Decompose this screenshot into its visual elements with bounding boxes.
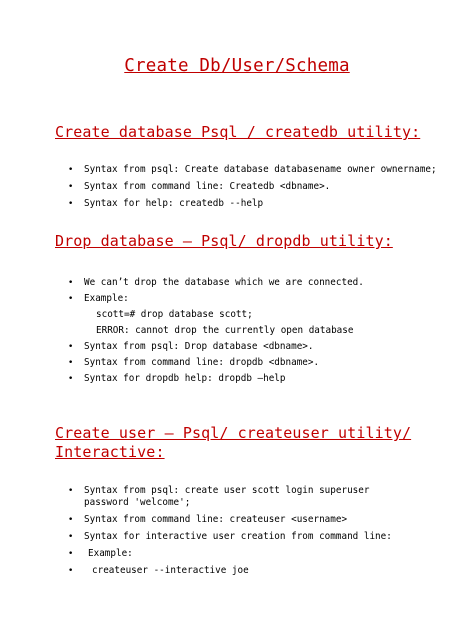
section-heading-create-user xyxy=(55,424,411,462)
list-item: • Syntax from psql: Create database databasename owner ownername; xyxy=(68,164,437,175)
list-item: • Syntax from command line: dropdb <dbname>. xyxy=(68,357,320,368)
bullet-icon: • xyxy=(68,165,74,175)
list-item: • We can’t drop the database which we are connected. xyxy=(68,277,364,288)
list-item: • Example: xyxy=(68,548,133,559)
list-item: • Syntax from command line: createuser <username> xyxy=(68,514,348,525)
list-item: • Syntax for help: createdb --help xyxy=(68,198,264,209)
bullet-icon: • xyxy=(68,278,74,288)
code-example-line: scott=# drop database scott; xyxy=(96,309,253,320)
bullet-icon: • xyxy=(68,532,74,542)
bullet-icon: • xyxy=(68,182,74,192)
bullet-icon: • xyxy=(68,486,74,496)
section-heading-create-database: Create database Psql / createdb utility: xyxy=(55,123,421,141)
list-item: • Syntax for dropdb help: dropdb –help xyxy=(68,373,286,384)
bullet-icon: • xyxy=(68,342,74,352)
bullet-icon: • xyxy=(68,358,74,368)
section-list-drop-database xyxy=(68,277,364,385)
bullet-icon: • xyxy=(68,199,74,209)
section-heading-line: Create user – Psql/ createuser utility/ xyxy=(55,424,412,442)
bullet-icon: • xyxy=(68,294,74,304)
section-heading-line: Interactive: xyxy=(55,443,165,461)
bullet-icon: • xyxy=(68,566,74,576)
bullet-icon: • xyxy=(68,374,74,384)
section-heading-drop-database: Drop database – Psql/ dropdb utility: xyxy=(55,232,393,250)
list-item: • Example: xyxy=(68,293,129,304)
list-item: • Syntax from command line: Createdb <dbname>. xyxy=(68,181,331,192)
list-item: • Syntax from psql: create user scott login superuser password 'welcome'; xyxy=(68,485,370,508)
code-example-line: ERROR: cannot drop the currently open database xyxy=(96,325,354,336)
list-item: • Syntax from psql: Drop database <dbname>. xyxy=(68,341,314,352)
section-list-create-database xyxy=(68,164,437,210)
bullet-icon: • xyxy=(68,549,74,559)
list-item: • createuser --interactive joe xyxy=(68,565,249,576)
bullet-icon: • xyxy=(68,515,74,525)
page-title: Create Db/User/Schema xyxy=(124,56,350,76)
section-list-create-user xyxy=(68,485,414,577)
list-item: • Syntax for interactive user creation from command line: xyxy=(68,531,392,542)
